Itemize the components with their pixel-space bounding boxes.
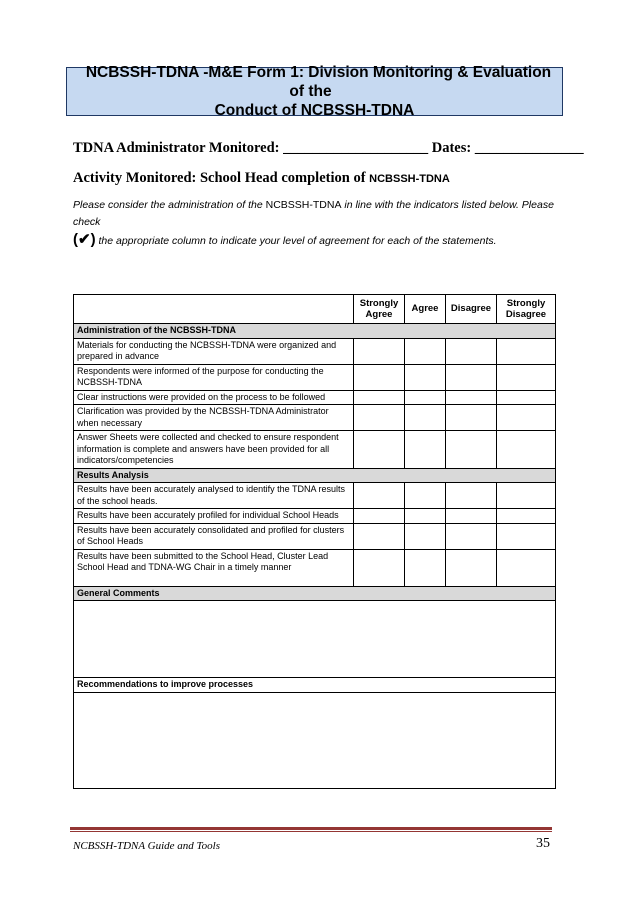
strongly-agree-cell[interactable] <box>354 405 405 431</box>
instructions <box>73 197 563 250</box>
activity-line <box>73 170 450 187</box>
general-comments-label: General Comments <box>74 586 556 601</box>
statement-cell: Clear instructions were provided on the process to be followed <box>74 390 354 405</box>
table-row <box>74 390 556 405</box>
statement-cell: Answer Sheets were collected and checked to ensure respondent information is complete and answers have been provided for all indicators/competencies <box>74 431 354 469</box>
statement-cell: Results have been accurately consolidated and profiled for clusters of School Heads <box>74 523 354 549</box>
section-title-administration: Administration of the NCBSSH-TDNA <box>74 324 556 339</box>
table-row <box>74 523 556 549</box>
strongly-agree-cell[interactable] <box>354 338 405 364</box>
statement-cell: Results have been submitted to the School Head, Cluster Lead School Head and TDNA-WG Chair in a timely manner <box>74 549 354 586</box>
strongly-agree-cell[interactable] <box>354 364 405 390</box>
statement-cell: Results have been accurately analysed to identify the TDNA results of the school heads. <box>74 483 354 509</box>
general-comments-area[interactable] <box>74 601 556 678</box>
checkmark-icon: (✔) <box>73 231 96 248</box>
form-title <box>67 63 562 120</box>
table-row <box>74 549 556 586</box>
section-row-administration <box>74 324 556 339</box>
disagree-cell[interactable] <box>446 390 497 405</box>
instructions-code: NCBSSH-TDNA <box>265 199 342 211</box>
table-header-row <box>74 295 556 324</box>
general-comments-header-row <box>74 586 556 601</box>
agree-cell[interactable] <box>405 509 446 524</box>
disagree-cell[interactable] <box>446 483 497 509</box>
strongly-disagree-cell[interactable] <box>497 431 556 469</box>
disagree-cell[interactable] <box>446 338 497 364</box>
evaluation-table <box>73 294 556 789</box>
header-agree: Agree <box>405 295 446 324</box>
activity-code: NCBSSH-TDNA <box>369 173 450 185</box>
agree-cell[interactable] <box>405 549 446 586</box>
agree-cell[interactable] <box>405 431 446 469</box>
disagree-cell[interactable] <box>446 405 497 431</box>
footer-rule-thick <box>70 827 552 830</box>
instructions-part1: Please consider the administration of the <box>73 199 266 211</box>
table-row <box>74 364 556 390</box>
recommendations-area-row <box>74 692 556 788</box>
agree-cell[interactable] <box>405 523 446 549</box>
activity-label: Activity Monitored: School Head completion of <box>73 170 370 186</box>
statement-header <box>74 295 354 324</box>
recommendations-area[interactable] <box>74 692 556 788</box>
section-title-results: Results Analysis <box>74 468 556 483</box>
statement-cell: Respondents were informed of the purpose for conducting the NCBSSH-TDNA <box>74 364 354 390</box>
agree-cell[interactable] <box>405 483 446 509</box>
administrator-line: TDNA Administrator Monitored: ____________________ Dates: _______________ <box>73 140 584 156</box>
disagree-cell[interactable] <box>446 431 497 469</box>
form-title-box <box>66 64 563 119</box>
strongly-agree-cell[interactable] <box>354 549 405 586</box>
strongly-disagree-cell[interactable] <box>497 390 556 405</box>
disagree-cell[interactable] <box>446 509 497 524</box>
general-comments-area-row <box>74 601 556 678</box>
strongly-disagree-cell[interactable] <box>497 364 556 390</box>
agree-cell[interactable] <box>405 364 446 390</box>
strongly-disagree-cell[interactable] <box>497 509 556 524</box>
table-row <box>74 431 556 469</box>
table-row <box>74 338 556 364</box>
section-row-results <box>74 468 556 483</box>
table-row <box>74 405 556 431</box>
statement-cell: Results have been accurately profiled for individual School Heads <box>74 509 354 524</box>
strongly-agree-cell[interactable] <box>354 390 405 405</box>
agree-cell[interactable] <box>405 338 446 364</box>
strongly-disagree-cell[interactable] <box>497 338 556 364</box>
table-row <box>74 483 556 509</box>
header-strongly-disagree: Strongly Disagree <box>497 295 556 324</box>
header-strongly-agree: Strongly Agree <box>354 295 405 324</box>
strongly-disagree-cell[interactable] <box>497 523 556 549</box>
table-row <box>74 509 556 524</box>
header-disagree: Disagree <box>446 295 497 324</box>
page-number: 35 <box>536 836 550 851</box>
agree-cell[interactable] <box>405 390 446 405</box>
instructions-part2: in line with the indicators listed below. Please check <box>73 199 554 228</box>
recommendations-header-row <box>74 678 556 693</box>
strongly-agree-cell[interactable] <box>354 509 405 524</box>
agree-cell[interactable] <box>405 405 446 431</box>
disagree-cell[interactable] <box>446 364 497 390</box>
recommendations-label: Recommendations to improve processes <box>74 678 556 693</box>
strongly-agree-cell[interactable] <box>354 483 405 509</box>
disagree-cell[interactable] <box>446 549 497 586</box>
footer-rule-thin <box>70 831 552 832</box>
strongly-agree-cell[interactable] <box>354 431 405 469</box>
form-title-line1: NCBSSH-TDNA -M&E Form 1: Division Monitoring & Evaluation of the <box>85 64 552 100</box>
form-title-line2: Conduct of NCBSSH-TDNA <box>214 102 415 119</box>
strongly-agree-cell[interactable] <box>354 523 405 549</box>
instructions-part3: the appropriate column to indicate your level of agreement for each of the statements. <box>95 235 497 247</box>
statement-cell: Materials for conducting the NCBSSH-TDNA were organized and prepared in advance <box>74 338 354 364</box>
strongly-disagree-cell[interactable] <box>497 549 556 586</box>
statement-cell: Clarification was provided by the NCBSSH-TDNA Administrator when necessary <box>74 405 354 431</box>
strongly-disagree-cell[interactable] <box>497 405 556 431</box>
strongly-disagree-cell[interactable] <box>497 483 556 509</box>
disagree-cell[interactable] <box>446 523 497 549</box>
footer-document-title: NCBSSH-TDNA Guide and Tools <box>73 840 220 852</box>
